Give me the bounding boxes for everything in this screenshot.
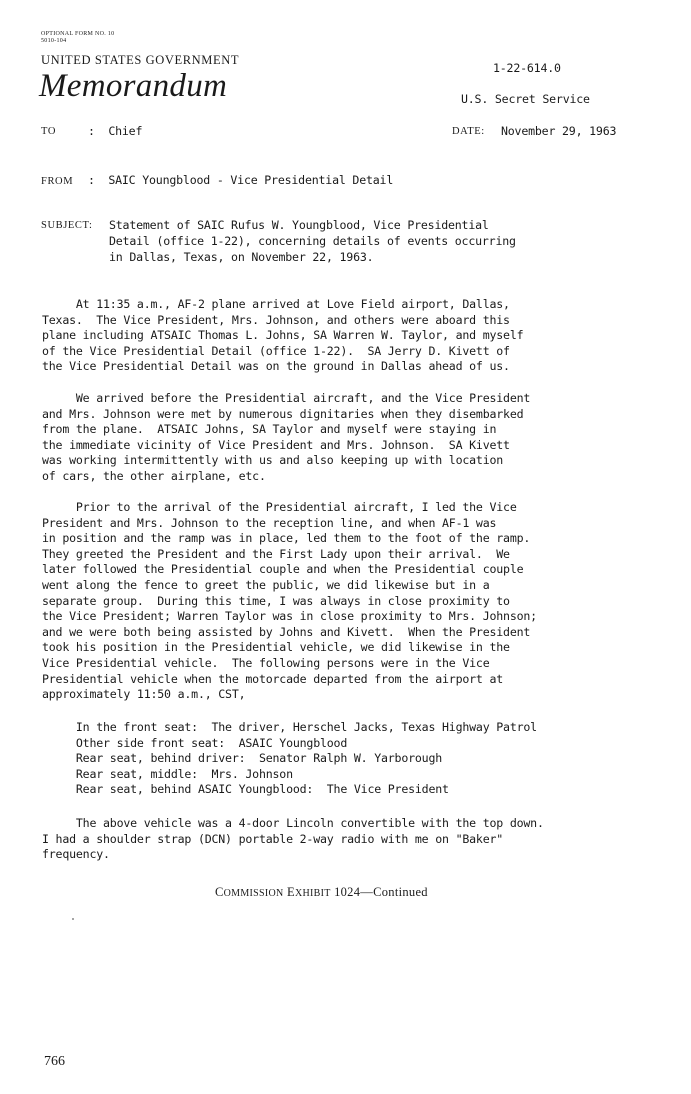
body-line: Vice Presidential vehicle. The following persons were in the Vice — [42, 655, 490, 670]
exhibit-caption-part: OMMISSION — [223, 888, 284, 899]
body-line: At 11:35 a.m., AF-2 plane arrived at Love Field airport, Dallas, — [42, 297, 510, 311]
body-line: was working intermittently with us and also keeping up with location — [42, 453, 504, 468]
body-line: and we were both being assisted by Johns and Kivett. When the President — [42, 624, 531, 639]
body-line: the Vice Presidential Detail was on the ground in Dallas ahead of us. — [42, 359, 510, 374]
body-line: They greeted the President and the First Lady upon their arrival. We — [42, 546, 510, 561]
exhibit-caption-part: E — [287, 885, 295, 899]
body-line: Prior to the arrival of the Presidential aircraft, I led the Vice — [42, 500, 517, 514]
exhibit-number: 1024—Continued — [334, 885, 428, 899]
body-line: approximately 11:50 a.m., CST, — [42, 687, 246, 702]
agency-name: U.S. Secret Service — [461, 92, 590, 106]
body-line: plane including ATSAIC Thomas L. Johns, SA Warren W. Taylor, and myself — [42, 328, 524, 343]
body-paragraph-4 — [42, 816, 662, 863]
form-number-line1: OPTIONAL FORM NO. 10 — [41, 31, 115, 37]
body-line: and Mrs. Johnson were met by numerous dignitaries when they disembarked — [42, 406, 524, 421]
government-heading: UNITED STATES GOVERNMENT — [41, 53, 240, 67]
body-line: the Vice President; Warren Taylor was in close proximity to Mrs. Johnson; — [42, 609, 537, 624]
exhibit-caption — [215, 885, 428, 900]
scan-speck — [72, 918, 74, 920]
from-value: : SAIC Youngblood - Vice Presidential Detail — [88, 173, 394, 187]
body-line: President and Mrs. Johnson to the reception line, and when AF-1 was — [42, 515, 497, 530]
body-line: took his position in the Presidential vehicle, we did likewise in the — [42, 640, 510, 655]
body-line: We arrived before the Presidential aircraft, and the Vice President — [42, 391, 531, 405]
seating-item: Rear seat, middle: Mrs. Johnson — [42, 766, 293, 781]
subject-line: Detail (office 1-22), concerning details of events occurring — [109, 234, 516, 248]
body-line: The above vehicle was a 4-door Lincoln convertible with the top down. — [42, 816, 544, 830]
seating-item: Rear seat, behind ASAIC Youngblood: The Vice President — [42, 782, 449, 797]
body-line: the immediate vicinity of Vice President and Mrs. Johnson. SA Kivett — [42, 437, 510, 452]
subject-label: SUBJECT: — [41, 220, 93, 231]
body-line: in position and the ramp was in place, led them to the foot of the ramp. — [42, 531, 531, 546]
body-paragraph-1 — [42, 297, 662, 375]
from-label: FROM — [41, 176, 74, 187]
body-line: of the Vice Presidential Detail (office 1-22). SA Jerry D. Kivett of — [42, 343, 510, 358]
exhibit-caption-part: XHIBIT — [294, 888, 331, 899]
body-paragraph-2 — [42, 391, 662, 485]
to-label: TO — [41, 126, 57, 137]
body-line: separate group. During this time, I was always in close proximity to — [42, 593, 510, 608]
body-line: frequency. — [42, 847, 110, 862]
body-line: Presidential vehicle when the motorcade departed from the airport at — [42, 671, 504, 686]
seating-item: Other side front seat: ASAIC Youngblood — [42, 735, 348, 750]
seating-list — [42, 720, 662, 798]
seating-item: In the front seat: The driver, Herschel Jacks, Texas Highway Patrol — [42, 720, 537, 734]
body-line: of cars, the other airplane, etc. — [42, 468, 266, 483]
form-number-line2: 5010-104 — [41, 38, 67, 44]
body-line: I had a shoulder strap (DCN) portable 2-way radio with me on "Baker" — [42, 831, 504, 846]
date-label: DATE: — [452, 126, 485, 137]
body-line: from the plane. ATSAIC Johns, SA Taylor and myself were staying in — [42, 422, 497, 437]
subject-line: Statement of SAIC Rufus W. Youngblood, Vice Presidential — [109, 218, 489, 232]
date-value: November 29, 1963 — [501, 124, 617, 138]
body-line: later followed the Presidential couple and when the Presidential couple — [42, 562, 524, 577]
form-number — [41, 31, 114, 45]
body-paragraph-3 — [42, 500, 662, 703]
to-value: : Chief — [88, 124, 143, 138]
file-number: 1-22-614.0 — [493, 61, 561, 75]
seating-item: Rear seat, behind driver: Senator Ralph W. Yarborough — [42, 751, 443, 766]
page-number: 766 — [44, 1054, 65, 1069]
subject-text — [109, 217, 516, 265]
exhibit-caption-part: C — [215, 885, 224, 899]
body-line: went along the fence to greet the public, we did likewise but in a — [42, 577, 490, 592]
subject-line: in Dallas, Texas, on November 22, 1963. — [109, 250, 374, 264]
body-line: Texas. The Vice President, Mrs. Johnson, and others were aboard this — [42, 312, 510, 327]
memo-title: Memorandum — [39, 68, 228, 104]
